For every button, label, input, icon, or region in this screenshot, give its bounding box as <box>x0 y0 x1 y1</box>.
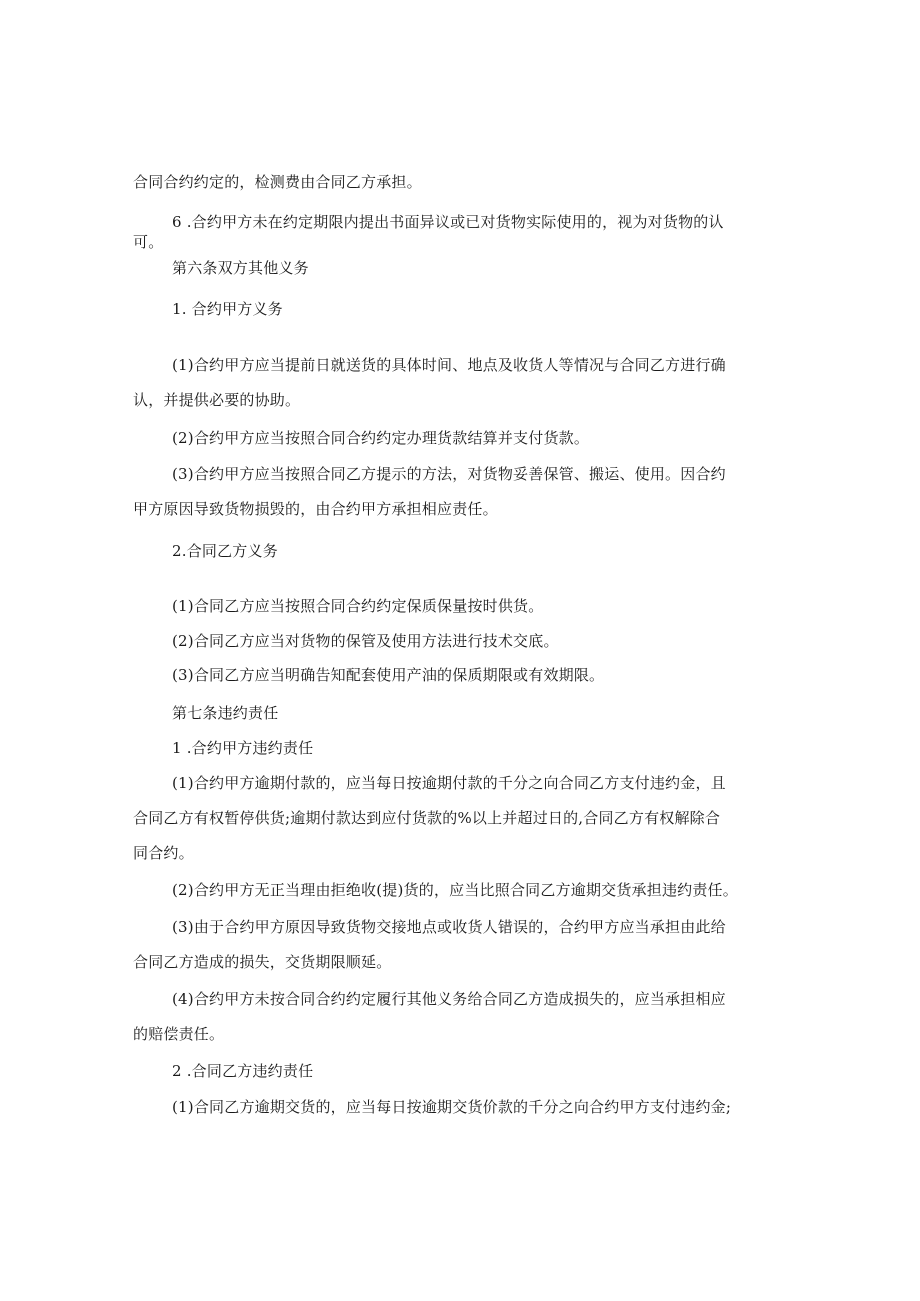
party-a-liability-3-line-1: (3)由于合约甲方原因导致货物交接地点或收货人错误的，合约甲方应当承担由此给 <box>172 918 726 936</box>
paragraph-continued-clause-5-line-1: 合同合约约定的，检测费由合同乙方承担。 <box>133 173 422 191</box>
party-a-obligations-heading: 1. 合约甲方义务 <box>172 300 283 318</box>
party-a-obligation-2: (2)合约甲方应当按照合同合约约定办理货款结算并支付货款。 <box>172 429 590 447</box>
party-b-liability-1-line-1: (1)合同乙方逾期交货的，应当每日按逾期交货价款的千分之向合约甲方支付违约金; <box>172 1098 732 1116</box>
party-a-liability-1-line-2: 合同乙方有权暂停供货;逾期付款达到应付货款的%以上并超过日的,合同乙方有权解除合 <box>133 809 721 827</box>
article-7-heading: 第七条违约责任 <box>172 704 279 722</box>
party-a-obligation-3-line-1: (3)合约甲方应当按照合同乙方提示的方法，对货物妥善保管、搬运、使用。因合约 <box>172 465 726 483</box>
party-a-liability-2: (2)合约甲方无正当理由拒绝收(提)货的，应当比照合同乙方逾期交货承担违约责任。 <box>172 881 738 899</box>
party-a-liability-3-line-2: 合同乙方造成的损失，交货期限顺延。 <box>133 953 392 971</box>
party-a-obligation-3-line-2: 甲方原因导致货物损毁的，由合约甲方承担相应责任。 <box>133 500 498 518</box>
party-a-liability-heading: 1 .合约甲方违约责任 <box>172 739 314 757</box>
party-a-liability-1-line-3: 同合约。 <box>133 844 194 862</box>
party-a-liability-4-line-1: (4)合约甲方未按合同合约约定履行其他义务给合同乙方造成损失的，应当承担相应 <box>172 990 726 1008</box>
party-b-obligation-2: (2)合同乙方应当对货物的保管及使用方法进行技术交底。 <box>172 632 559 650</box>
party-a-liability-1-line-1: (1)合约甲方逾期付款的，应当每日按逾期付款的千分之向合同乙方支付违约金，且 <box>172 774 726 792</box>
party-b-obligation-3: (3)合同乙方应当明确告知配套使用产油的保质期限或有效期限。 <box>172 666 605 684</box>
party-a-liability-4-line-2: 的赔偿责任。 <box>133 1025 225 1043</box>
party-a-obligation-1-line-1: (1)合约甲方应当提前日就送货的具体时间、地点及收货人等情况与合同乙方进行确 <box>172 356 726 374</box>
party-a-obligation-1-line-2: 认，并提供必要的协助。 <box>133 391 301 409</box>
article-6-heading: 第六条双方其他义务 <box>172 259 309 277</box>
paragraph-clause-6-line-1: 6 .合约甲方未在约定期限内提出书面异议或已对货物实际使用的，视为对货物的认 <box>172 213 724 231</box>
paragraph-clause-6-line-2: 可。 <box>133 233 164 251</box>
party-b-obligations-heading: 2.合同乙方义务 <box>172 542 278 560</box>
party-b-obligation-1: (1)合同乙方应当按照合同合约约定保质保量按时供货。 <box>172 597 544 615</box>
party-b-liability-heading: 2 .合同乙方违约责任 <box>172 1062 314 1080</box>
